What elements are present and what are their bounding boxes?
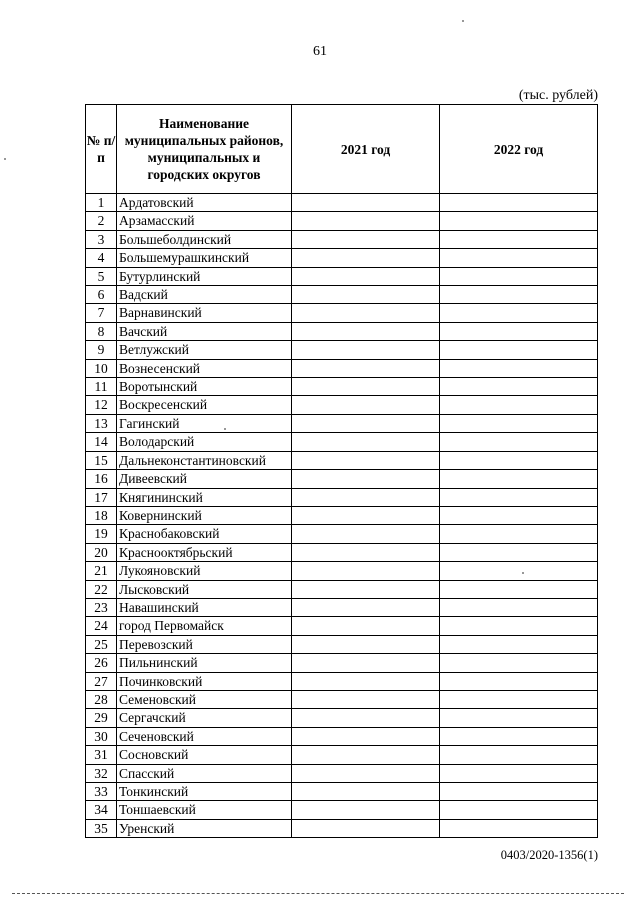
value-2021-cell: [292, 598, 440, 616]
row-number: 29: [86, 709, 117, 727]
table-row: [86, 635, 598, 653]
row-number: 23: [86, 598, 117, 616]
value-2022-cell: [440, 543, 598, 561]
value-2021-cell: [292, 433, 440, 451]
row-number: 8: [86, 322, 117, 340]
table-row: [86, 727, 598, 745]
table-row: [86, 341, 598, 359]
value-2021-cell: [292, 212, 440, 230]
value-2021-cell: [292, 764, 440, 782]
value-2022-cell: [440, 690, 598, 708]
row-number: 32: [86, 764, 117, 782]
value-2022-cell: [440, 451, 598, 469]
scan-speck: [4, 158, 6, 160]
value-2021-cell: [292, 378, 440, 396]
table-row: [86, 672, 598, 690]
district-name: Дивеевский: [117, 470, 292, 488]
value-2022-cell: [440, 598, 598, 616]
district-name: Сергачский: [117, 709, 292, 727]
district-name: Сосновский: [117, 746, 292, 764]
row-number: 24: [86, 617, 117, 635]
row-number: 10: [86, 359, 117, 377]
units-label: (тыс. рублей): [518, 88, 598, 103]
district-name: Пильнинский: [117, 654, 292, 672]
table-row: [86, 378, 598, 396]
value-2021-cell: [292, 267, 440, 285]
district-name: Лукояновский: [117, 562, 292, 580]
district-name: Лысковский: [117, 580, 292, 598]
bottom-scan-rule: [12, 893, 624, 894]
table-body: [86, 194, 598, 838]
row-number: 11: [86, 378, 117, 396]
district-name: Ветлужский: [117, 341, 292, 359]
table-row: [86, 396, 598, 414]
value-2021-cell: [292, 783, 440, 801]
value-2022-cell: [440, 470, 598, 488]
row-number: 15: [86, 451, 117, 469]
value-2022-cell: [440, 488, 598, 506]
table-row: [86, 488, 598, 506]
value-2022-cell: [440, 764, 598, 782]
value-2022-cell: [440, 267, 598, 285]
value-2021-cell: [292, 690, 440, 708]
table-row: [86, 801, 598, 819]
value-2022-cell: [440, 617, 598, 635]
district-name: Уренский: [117, 819, 292, 837]
value-2021-cell: [292, 249, 440, 267]
row-number: 14: [86, 433, 117, 451]
value-2021-cell: [292, 194, 440, 212]
value-2022-cell: [440, 672, 598, 690]
table-row: [86, 212, 598, 230]
district-name: Спасский: [117, 764, 292, 782]
table-row: [86, 194, 598, 212]
row-number: 4: [86, 249, 117, 267]
district-name: город Первомайск: [117, 617, 292, 635]
district-name: Навашинский: [117, 598, 292, 616]
table-row: [86, 819, 598, 837]
district-name: Большемурашкинский: [117, 249, 292, 267]
value-2022-cell: [440, 414, 598, 432]
row-number: 17: [86, 488, 117, 506]
district-name: Бутурлинский: [117, 267, 292, 285]
value-2021-cell: [292, 654, 440, 672]
district-name: Тонкинский: [117, 783, 292, 801]
row-number: 20: [86, 543, 117, 561]
row-number: 2: [86, 212, 117, 230]
value-2021-cell: [292, 304, 440, 322]
value-2021-cell: [292, 635, 440, 653]
table-row: [86, 764, 598, 782]
row-number: 19: [86, 525, 117, 543]
value-2021-cell: [292, 414, 440, 432]
value-2021-cell: [292, 617, 440, 635]
row-number: 27: [86, 672, 117, 690]
value-2022-cell: [440, 580, 598, 598]
row-number: 9: [86, 341, 117, 359]
table-row: [86, 286, 598, 304]
table-row: [86, 562, 598, 580]
header-2021: 2021 год: [292, 105, 440, 194]
row-number: 25: [86, 635, 117, 653]
table-row: [86, 654, 598, 672]
district-name: Починковский: [117, 672, 292, 690]
value-2022-cell: [440, 635, 598, 653]
value-2022-cell: [440, 506, 598, 524]
value-2022-cell: [440, 783, 598, 801]
district-name: Воскресенский: [117, 396, 292, 414]
table-row: [86, 470, 598, 488]
value-2022-cell: [440, 801, 598, 819]
row-number: 21: [86, 562, 117, 580]
value-2021-cell: [292, 396, 440, 414]
table-header: [86, 105, 598, 194]
table-row: [86, 249, 598, 267]
table-row: [86, 433, 598, 451]
row-number: 3: [86, 230, 117, 248]
row-number: 33: [86, 783, 117, 801]
table-row: [86, 617, 598, 635]
district-name: Вачский: [117, 322, 292, 340]
value-2022-cell: [440, 322, 598, 340]
table-row: [86, 690, 598, 708]
row-number: 6: [86, 286, 117, 304]
district-name: Дальнеконстантиновский: [117, 451, 292, 469]
value-2021-cell: [292, 488, 440, 506]
value-2022-cell: [440, 378, 598, 396]
district-name: Краснобаковский: [117, 525, 292, 543]
row-number: 31: [86, 746, 117, 764]
value-2022-cell: [440, 304, 598, 322]
value-2021-cell: [292, 451, 440, 469]
table-row: [86, 267, 598, 285]
district-name: Варнавинский: [117, 304, 292, 322]
value-2021-cell: [292, 470, 440, 488]
table-row: [86, 598, 598, 616]
value-2021-cell: [292, 580, 440, 598]
row-number: 18: [86, 506, 117, 524]
value-2022-cell: [440, 396, 598, 414]
value-2021-cell: [292, 506, 440, 524]
table-row: [86, 322, 598, 340]
row-number: 30: [86, 727, 117, 745]
value-2021-cell: [292, 562, 440, 580]
value-2022-cell: [440, 819, 598, 837]
district-name: Вадский: [117, 286, 292, 304]
value-2021-cell: [292, 286, 440, 304]
header-name: Наименование муниципальных районов, муниципальных и городских округов: [117, 105, 292, 194]
table-row: [86, 414, 598, 432]
value-2022-cell: [440, 249, 598, 267]
district-name: Ардатовский: [117, 194, 292, 212]
document-code: 0403/2020-1356(1): [500, 848, 598, 862]
row-number: 1: [86, 194, 117, 212]
value-2021-cell: [292, 672, 440, 690]
value-2021-cell: [292, 709, 440, 727]
page-number: 61: [313, 44, 327, 59]
row-number: 28: [86, 690, 117, 708]
row-number: 7: [86, 304, 117, 322]
value-2022-cell: [440, 709, 598, 727]
district-name: Арзамасский: [117, 212, 292, 230]
district-name: Володарский: [117, 433, 292, 451]
scan-speck: [462, 20, 464, 22]
row-number: 35: [86, 819, 117, 837]
district-name: Сеченовский: [117, 727, 292, 745]
table-row: [86, 304, 598, 322]
value-2022-cell: [440, 359, 598, 377]
scan-speck: [224, 428, 226, 430]
table-row: [86, 506, 598, 524]
value-2022-cell: [440, 727, 598, 745]
row-number: 26: [86, 654, 117, 672]
row-number: 13: [86, 414, 117, 432]
row-number: 12: [86, 396, 117, 414]
district-name: Большеболдинский: [117, 230, 292, 248]
table-row: [86, 451, 598, 469]
value-2021-cell: [292, 359, 440, 377]
district-name: Воротынский: [117, 378, 292, 396]
value-2021-cell: [292, 801, 440, 819]
district-name: Вознесенский: [117, 359, 292, 377]
value-2021-cell: [292, 746, 440, 764]
header-2022: 2022 год: [440, 105, 598, 194]
value-2022-cell: [440, 341, 598, 359]
table-row: [86, 230, 598, 248]
table-row: [86, 580, 598, 598]
value-2022-cell: [440, 230, 598, 248]
value-2022-cell: [440, 212, 598, 230]
district-name: Ковернинский: [117, 506, 292, 524]
row-number: 16: [86, 470, 117, 488]
table-row: [86, 783, 598, 801]
value-2021-cell: [292, 230, 440, 248]
district-name: Тоншаевский: [117, 801, 292, 819]
value-2022-cell: [440, 525, 598, 543]
district-name: Княгининский: [117, 488, 292, 506]
header-number: № п/п: [86, 105, 117, 194]
district-name: Гагинский: [117, 414, 292, 432]
value-2021-cell: [292, 341, 440, 359]
table-row: [86, 525, 598, 543]
value-2021-cell: [292, 525, 440, 543]
value-2022-cell: [440, 194, 598, 212]
district-name: Перевозский: [117, 635, 292, 653]
row-number: 34: [86, 801, 117, 819]
value-2021-cell: [292, 322, 440, 340]
value-2021-cell: [292, 727, 440, 745]
value-2022-cell: [440, 286, 598, 304]
budget-table: [85, 104, 598, 838]
table-row: [86, 543, 598, 561]
value-2021-cell: [292, 543, 440, 561]
scan-speck: [522, 572, 524, 574]
value-2022-cell: [440, 746, 598, 764]
district-name: Краснооктябрьский: [117, 543, 292, 561]
value-2022-cell: [440, 562, 598, 580]
value-2021-cell: [292, 819, 440, 837]
district-name: Семеновский: [117, 690, 292, 708]
row-number: 5: [86, 267, 117, 285]
table-row: [86, 709, 598, 727]
row-number: 22: [86, 580, 117, 598]
value-2022-cell: [440, 433, 598, 451]
table-row: [86, 359, 598, 377]
value-2022-cell: [440, 654, 598, 672]
table-row: [86, 746, 598, 764]
